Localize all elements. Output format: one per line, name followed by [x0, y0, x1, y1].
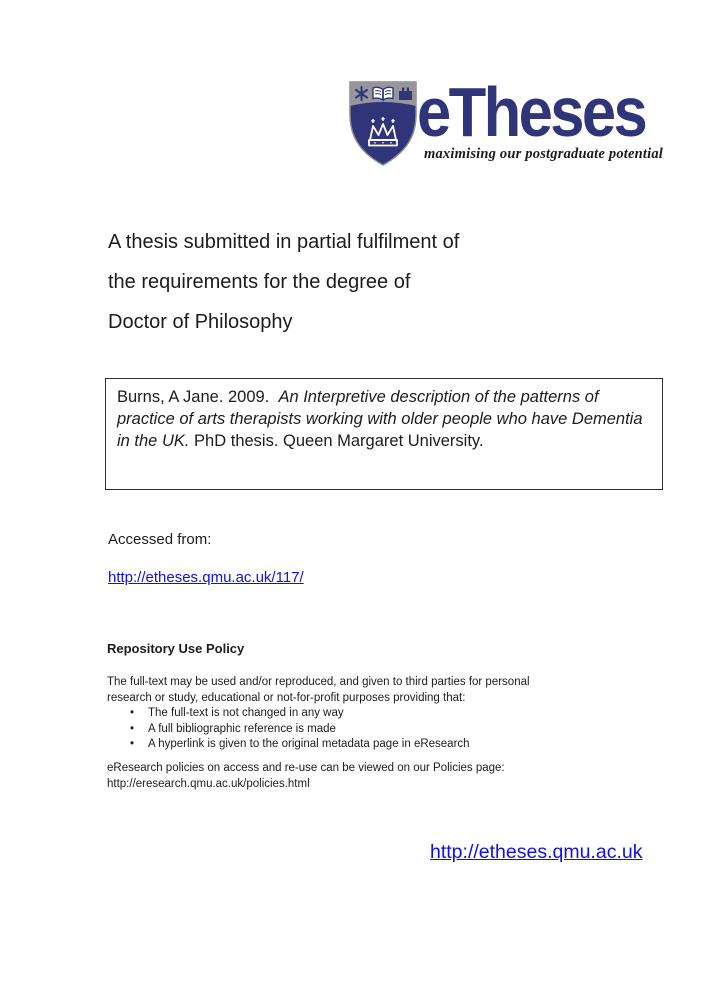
policy-intro-line: The full-text may be used and/or reproduced, and given to third parties for personal — [107, 676, 530, 688]
policy-footer-url: http://eresearch.qmu.ac.uk/policies.html — [107, 777, 310, 790]
policy-title: Repository Use Policy — [107, 641, 245, 656]
thesis-statement-line: A thesis submitted in partial fulfilment of — [108, 231, 460, 253]
etheses-home-link[interactable]: http://etheses.qmu.ac.uk — [430, 841, 643, 863]
policy-footer-line: eResearch policies on access and re-use can be viewed on our Policies page: — [107, 762, 505, 774]
open-book-icon — [373, 87, 393, 100]
etheses-wordmark: eTheses — [417, 73, 646, 151]
citation-box — [105, 378, 663, 490]
thesis-statement-line: the requirements for the degree of — [108, 271, 411, 293]
policy-intro — [107, 675, 530, 706]
policy-bullet-list — [107, 706, 470, 753]
citation-author-year: Burns, A Jane. 2009. — [117, 388, 279, 406]
accessed-from-label: Accessed from: — [108, 531, 212, 548]
citation-text — [117, 386, 651, 452]
policy-footer — [107, 761, 505, 792]
citation-title: An Interpretive description of the patterns of practice of arts therapists working with older people who have Dementia in the UK. — [117, 388, 648, 450]
etheses-tagline: maximising our postgraduate potential — [424, 146, 664, 162]
thesis-statement — [108, 222, 588, 342]
citation-publisher: PhD thesis. Queen Margaret University. — [189, 432, 484, 450]
thesis-url-link[interactable]: http://etheses.qmu.ac.uk/117/ — [108, 569, 304, 586]
policy-bullet-item: • A hyperlink is given to the original metadata page in eResearch — [130, 737, 470, 753]
policy-intro-line: research or study, educational or not-for-profit purposes providing that: — [107, 691, 466, 704]
university-crest-icon — [347, 79, 419, 167]
policy-bullet-item: • A full bibliographic reference is made — [130, 722, 470, 738]
policy-bullet-item: • The full-text is not changed in any way — [130, 706, 470, 722]
thesis-statement-line: Doctor of Philosophy — [108, 311, 293, 333]
